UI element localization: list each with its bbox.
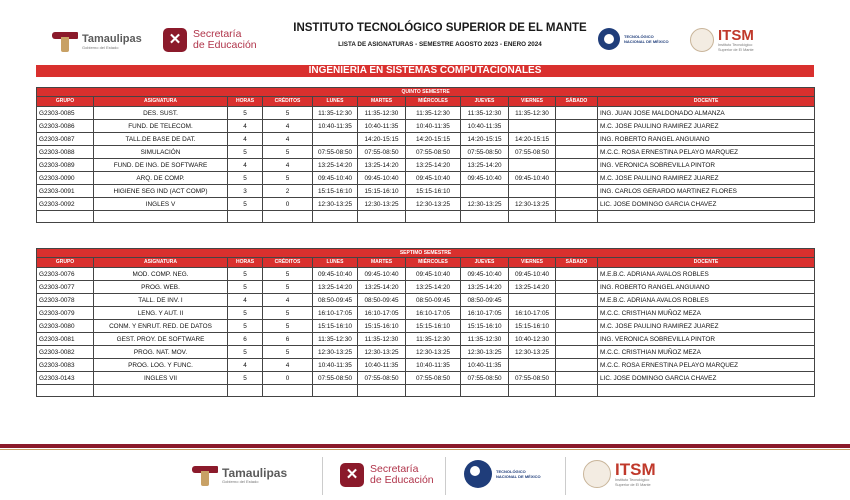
- credits-cell: 0: [263, 372, 313, 385]
- table-row: [37, 268, 815, 281]
- credits-cell: 0: [263, 198, 313, 211]
- column-header: ASIGNATURA: [94, 258, 228, 268]
- column-header: GRUPO: [37, 97, 94, 107]
- monday-cell: 09:45-10:40: [313, 172, 358, 185]
- saturday-cell: [556, 281, 598, 294]
- tamaulipas-logo-icon: [192, 464, 218, 486]
- itsm-name: ITSM: [718, 27, 754, 44]
- table-body: [37, 268, 815, 397]
- thursday-cell: 07:55-08:50: [461, 372, 509, 385]
- wednesday-cell: 08:50-09:45: [406, 294, 461, 307]
- column-header: VIERNES: [509, 258, 556, 268]
- teacher-cell: LIC. JOSE DOMINGO GARCIA CHAVEZ: [598, 372, 815, 385]
- itsm-logo: [583, 460, 656, 488]
- sep-logo-icon: ✕: [163, 28, 187, 52]
- teacher-cell: M.C.C. CRISTHIAN MUÑOZ MEZA: [598, 307, 815, 320]
- saturday-cell: [556, 294, 598, 307]
- subject-cell: FUND. DE ING. DE SOFTWARE: [94, 159, 228, 172]
- column-header: CRÉDITOS: [263, 258, 313, 268]
- group-cell: G2303-0092: [37, 198, 94, 211]
- subject-cell: GEST. PROY. DE SOFTWARE: [94, 333, 228, 346]
- subject-cell: SIMULACIÓN: [94, 146, 228, 159]
- sep-line1: Secretaría: [193, 28, 242, 40]
- thursday-cell: [461, 185, 509, 198]
- monday-cell: 07:55-08:50: [313, 372, 358, 385]
- monday-cell: 12:30-13:25: [313, 198, 358, 211]
- wednesday-cell: 11:35-12:30: [406, 107, 461, 120]
- saturday-cell: [556, 198, 598, 211]
- wednesday-cell: 13:25-14:20: [406, 159, 461, 172]
- column-header: MARTES: [358, 258, 406, 268]
- tecnm-line2: NACIONAL DE MÉXICO: [496, 474, 541, 479]
- saturday-cell: [556, 359, 598, 372]
- itsm-line2: Superior de El Mante: [615, 482, 651, 487]
- footer-divider: [0, 449, 850, 450]
- group-cell: G2303-0078: [37, 294, 94, 307]
- friday-cell: [509, 185, 556, 198]
- thursday-cell: 07:55-08:50: [461, 146, 509, 159]
- saturday-cell: [556, 372, 598, 385]
- column-header: VIERNES: [509, 97, 556, 107]
- hours-cell: 5: [228, 346, 263, 359]
- hours-cell: 4: [228, 120, 263, 133]
- wednesday-cell: 16:10-17:05: [406, 307, 461, 320]
- table-row: [37, 294, 815, 307]
- tuesday-cell: 12:30-13:25: [358, 346, 406, 359]
- column-header: MIÉRCOLES: [406, 258, 461, 268]
- column-header: SÁBADO: [556, 97, 598, 107]
- institution-title: INSTITUTO TECNOLÓGICO SUPERIOR DE EL MANTE: [293, 22, 587, 34]
- teacher-cell: ING. ROBERTO RANGEL ANGUIANO: [598, 281, 815, 294]
- tamaulipas-name: Tamaulipas: [222, 465, 288, 480]
- wednesday-cell: 09:45-10:40: [406, 268, 461, 281]
- thursday-cell: 13:25-14:20: [461, 281, 509, 294]
- column-header: HORAS: [228, 97, 263, 107]
- sep-logo: [163, 28, 257, 52]
- thursday-cell: 09:45-10:40: [461, 268, 509, 281]
- column-header: LUNES: [313, 258, 358, 268]
- friday-cell: 10:40-12:30: [509, 333, 556, 346]
- subject-cell: INGLES VII: [94, 372, 228, 385]
- table-row: [37, 320, 815, 333]
- table-body: [37, 107, 815, 223]
- monday-cell: 13:25-14:20: [313, 159, 358, 172]
- tuesday-cell: 11:35-12:30: [358, 107, 406, 120]
- sep-line2: de Educación: [193, 39, 257, 51]
- table-row: [37, 107, 815, 120]
- tuesday-cell: 07:55-08:50: [358, 372, 406, 385]
- saturday-cell: [556, 346, 598, 359]
- subjects-table: [36, 87, 815, 223]
- itsm-logo: [690, 28, 754, 52]
- tuesday-cell: 09:45-10:40: [358, 172, 406, 185]
- teacher-cell: M.E.B.C. ADRIANA AVALOS ROBLES: [598, 294, 815, 307]
- saturday-cell: [556, 307, 598, 320]
- subject-cell: HIGIENE SEG IND (ACT COMP): [94, 185, 228, 198]
- friday-cell: 16:10-17:05: [509, 307, 556, 320]
- group-cell: G2303-0090: [37, 172, 94, 185]
- teacher-cell: ING. CARLOS GERARDO MARTINEZ FLORES: [598, 185, 815, 198]
- thursday-cell: 10:40-11:35: [461, 120, 509, 133]
- friday-cell: 07:55-08:50: [509, 372, 556, 385]
- teacher-cell: M.C.C. ROSA ERNESTINA PELAYO MARQUEZ: [598, 146, 815, 159]
- thursday-cell: 14:20-15:15: [461, 133, 509, 146]
- credits-cell: 5: [263, 146, 313, 159]
- wednesday-cell: 09:45-10:40: [406, 172, 461, 185]
- table-row: [37, 281, 815, 294]
- group-cell: G2303-0087: [37, 133, 94, 146]
- thursday-cell: 12:30-13:25: [461, 346, 509, 359]
- friday-cell: 09:45-10:40: [509, 172, 556, 185]
- tuesday-cell: 16:10-17:05: [358, 307, 406, 320]
- column-header: SÁBADO: [556, 258, 598, 268]
- hours-cell: 5: [228, 107, 263, 120]
- sep-line2: de Educación: [370, 474, 434, 486]
- teacher-cell: M.E.B.C. ADRIANA AVALOS ROBLES: [598, 268, 815, 281]
- wednesday-cell: 13:25-14:20: [406, 281, 461, 294]
- saturday-cell: [556, 107, 598, 120]
- credits-cell: 5: [263, 346, 313, 359]
- tecnm-logo-icon: [464, 460, 492, 488]
- thursday-cell: 15:15-16:10: [461, 320, 509, 333]
- table-row: [37, 372, 815, 385]
- thursday-cell: 10:40-11:35: [461, 359, 509, 372]
- table-row: [37, 333, 815, 346]
- friday-cell: 07:55-08:50: [509, 146, 556, 159]
- thursday-cell: 11:35-12:30: [461, 107, 509, 120]
- column-header: MIÉRCOLES: [406, 97, 461, 107]
- group-cell: G2303-0079: [37, 307, 94, 320]
- credits-cell: 6: [263, 333, 313, 346]
- teacher-cell: LIC. JOSE DOMINGO GARCIA CHAVEZ: [598, 198, 815, 211]
- tecnm-line1: TECNOLÓGICO: [624, 34, 654, 39]
- group-cell: G2303-0077: [37, 281, 94, 294]
- semester-title: SEPTIMO SEMESTRE: [37, 249, 815, 258]
- subject-cell: PROG. LOG. Y FUNC.: [94, 359, 228, 372]
- subject-cell: TALL. DE INV. I: [94, 294, 228, 307]
- table-row: [37, 172, 815, 185]
- teacher-cell: M.C. JOSE PAULINO RAMIREZ JUAREZ: [598, 320, 815, 333]
- thursday-cell: 08:50-09:45: [461, 294, 509, 307]
- column-header: CRÉDITOS: [263, 97, 313, 107]
- credits-cell: 4: [263, 359, 313, 372]
- wednesday-cell: 12:30-13:25: [406, 198, 461, 211]
- footer-divider: [0, 444, 850, 448]
- group-cell: G2303-0080: [37, 320, 94, 333]
- thursday-cell: 09:45-10:40: [461, 172, 509, 185]
- tuesday-cell: 10:40-11:35: [358, 359, 406, 372]
- tecnm-logo-icon: [598, 28, 620, 50]
- group-cell: G2303-0082: [37, 346, 94, 359]
- monday-cell: 13:25-14:20: [313, 281, 358, 294]
- tamaulipas-logo-icon: [52, 30, 78, 52]
- subject-cell: TALL.DE BASE DE DAT.: [94, 133, 228, 146]
- subject-cell: LENG. Y AUT. II: [94, 307, 228, 320]
- subject-cell: FUND. DE TELECOM.: [94, 120, 228, 133]
- friday-cell: 13:25-14:20: [509, 281, 556, 294]
- credits-cell: 4: [263, 294, 313, 307]
- itsm-logo-icon: [690, 28, 714, 52]
- tuesday-cell: 07:55-08:50: [358, 146, 406, 159]
- hours-cell: 5: [228, 268, 263, 281]
- friday-cell: 11:35-12:30: [509, 107, 556, 120]
- tuesday-cell: 13:25-14:20: [358, 159, 406, 172]
- saturday-cell: [556, 185, 598, 198]
- monday-cell: 11:35-12:30: [313, 107, 358, 120]
- column-header: DOCENTE: [598, 258, 815, 268]
- itsm-line1: Instituto Tecnológico: [718, 43, 753, 47]
- teacher-cell: ING. JUAN JOSE MALDONADO ALMANZA: [598, 107, 815, 120]
- subject-cell: ARQ. DE COMP.: [94, 172, 228, 185]
- wednesday-cell: 15:15-16:10: [406, 185, 461, 198]
- hours-cell: 5: [228, 320, 263, 333]
- friday-cell: [509, 294, 556, 307]
- saturday-cell: [556, 172, 598, 185]
- teacher-cell: ING. ROBERTO RANGEL ANGUIANO: [598, 133, 815, 146]
- itsm-line1: Instituto Tecnológico: [615, 478, 650, 482]
- wednesday-cell: 07:55-08:50: [406, 146, 461, 159]
- hours-cell: 5: [228, 172, 263, 185]
- page-header: [0, 0, 850, 60]
- credits-cell: 5: [263, 307, 313, 320]
- group-cell: G2303-0076: [37, 268, 94, 281]
- tuesday-cell: 15:15-16:10: [358, 185, 406, 198]
- wednesday-cell: 15:15-16:10: [406, 320, 461, 333]
- saturday-cell: [556, 133, 598, 146]
- career-title: INGENIERÍA EN SISTEMAS COMPUTACIONALES: [36, 65, 814, 77]
- hours-cell: 4: [228, 294, 263, 307]
- tuesday-cell: 12:30-13:25: [358, 198, 406, 211]
- subject-cell: DES. SUST.: [94, 107, 228, 120]
- tecnm-logo: [464, 460, 541, 488]
- tamaulipas-name: Tamaulipas: [82, 32, 142, 45]
- monday-cell: 07:55-08:50: [313, 146, 358, 159]
- sep-logo-icon: ✕: [340, 463, 364, 487]
- tuesday-cell: 15:15-16:10: [358, 320, 406, 333]
- thursday-cell: 16:10-17:05: [461, 307, 509, 320]
- hours-cell: 5: [228, 372, 263, 385]
- friday-cell: [509, 120, 556, 133]
- saturday-cell: [556, 159, 598, 172]
- teacher-cell: M.C.C. CRISTHIAN MUÑOZ MEZA: [598, 346, 815, 359]
- friday-cell: [509, 159, 556, 172]
- subjects-table: [36, 248, 815, 397]
- table-row: [37, 359, 815, 372]
- table-row: [37, 346, 815, 359]
- column-header: HORAS: [228, 258, 263, 268]
- column-header: DOCENTE: [598, 97, 815, 107]
- monday-cell: 08:50-09:45: [313, 294, 358, 307]
- wednesday-cell: 14:20-15:15: [406, 133, 461, 146]
- group-cell: G2303-0088: [37, 146, 94, 159]
- table-row: [37, 307, 815, 320]
- teacher-cell: M.C.C. ROSA ERNESTINA PELAYO MARQUEZ: [598, 359, 815, 372]
- tamaulipas-sub: Gobierno del Estado: [222, 478, 259, 484]
- column-header: MARTES: [358, 97, 406, 107]
- semester-section: [36, 248, 814, 397]
- hours-cell: 4: [228, 159, 263, 172]
- tuesday-cell: 10:40-11:35: [358, 120, 406, 133]
- column-header: GRUPO: [37, 258, 94, 268]
- saturday-cell: [556, 120, 598, 133]
- table-row: [37, 185, 815, 198]
- empty-row: [37, 385, 815, 397]
- wednesday-cell: 11:35-12:30: [406, 333, 461, 346]
- group-cell: G2303-0085: [37, 107, 94, 120]
- tecnm-logo: [598, 28, 669, 50]
- subject-cell: PROG. WEB.: [94, 281, 228, 294]
- subject-cell: MOD. COMP. NEG.: [94, 268, 228, 281]
- tuesday-cell: 14:20-15:15: [358, 133, 406, 146]
- saturday-cell: [556, 268, 598, 281]
- friday-cell: 12:30-13:25: [509, 198, 556, 211]
- document-title-block: [280, 22, 600, 48]
- tamaulipas-logo: [52, 30, 142, 52]
- friday-cell: 15:15-16:10: [509, 320, 556, 333]
- table-row: [37, 133, 815, 146]
- teacher-cell: ING. VERONICA SOBREVILLA PINTOR: [598, 159, 815, 172]
- itsm-line2: Superior de El Mante: [718, 47, 754, 52]
- teacher-cell: M.C. JOSE PAULINO RAMIREZ JUAREZ: [598, 120, 815, 133]
- group-cell: G2303-0081: [37, 333, 94, 346]
- monday-cell: 09:45-10:40: [313, 268, 358, 281]
- group-cell: G2303-0143: [37, 372, 94, 385]
- tuesday-cell: 09:45-10:40: [358, 268, 406, 281]
- monday-cell: 15:15-16:10: [313, 320, 358, 333]
- monday-cell: 10:40-11:35: [313, 359, 358, 372]
- monday-cell: 11:35-12:30: [313, 333, 358, 346]
- thursday-cell: 12:30-13:25: [461, 198, 509, 211]
- wednesday-cell: 12:30-13:25: [406, 346, 461, 359]
- credits-cell: 2: [263, 185, 313, 198]
- saturday-cell: [556, 146, 598, 159]
- monday-cell: 10:40-11:35: [313, 120, 358, 133]
- hours-cell: 5: [228, 307, 263, 320]
- credits-cell: 5: [263, 172, 313, 185]
- tuesday-cell: 11:35-12:30: [358, 333, 406, 346]
- wednesday-cell: 10:40-11:35: [406, 120, 461, 133]
- hours-cell: 5: [228, 146, 263, 159]
- monday-cell: 15:15-16:10: [313, 185, 358, 198]
- tuesday-cell: 13:25-14:20: [358, 281, 406, 294]
- semester-section: [36, 87, 814, 223]
- table-row: [37, 198, 815, 211]
- credits-cell: 5: [263, 107, 313, 120]
- group-cell: G2303-0091: [37, 185, 94, 198]
- itsm-logo-icon: [583, 460, 611, 488]
- hours-cell: 5: [228, 281, 263, 294]
- teacher-cell: M.C. JOSE PAULINO RAMIREZ JUAREZ: [598, 172, 815, 185]
- semester-title: QUINTO SEMESTRE: [37, 88, 815, 97]
- saturday-cell: [556, 320, 598, 333]
- subject-cell: CONM. Y ENRUT. RED. DE DATOS: [94, 320, 228, 333]
- sep-line1: Secretaría: [370, 463, 419, 475]
- empty-row: [37, 211, 815, 223]
- wednesday-cell: 10:40-11:35: [406, 359, 461, 372]
- table-row: [37, 120, 815, 133]
- subject-cell: INGLES V: [94, 198, 228, 211]
- tamaulipas-logo: [192, 464, 287, 486]
- hours-cell: 4: [228, 359, 263, 372]
- friday-cell: 12:30-13:25: [509, 346, 556, 359]
- monday-cell: [313, 133, 358, 146]
- tamaulipas-sub: Gobierno del Estado: [82, 44, 119, 50]
- monday-cell: 12:30-13:25: [313, 346, 358, 359]
- page-footer: [0, 452, 850, 500]
- column-header: ASIGNATURA: [94, 97, 228, 107]
- group-cell: G2303-0089: [37, 159, 94, 172]
- credits-cell: 5: [263, 281, 313, 294]
- table-row: [37, 146, 815, 159]
- column-header: LUNES: [313, 97, 358, 107]
- column-header: JUEVES: [461, 258, 509, 268]
- wednesday-cell: 07:55-08:50: [406, 372, 461, 385]
- hours-cell: 3: [228, 185, 263, 198]
- tecnm-line1: TECNOLÓGICO: [496, 469, 526, 474]
- itsm-name: ITSM: [615, 460, 656, 479]
- teacher-cell: ING. VERONICA SOBREVILLA PINTOR: [598, 333, 815, 346]
- credits-cell: 5: [263, 268, 313, 281]
- group-cell: G2303-0083: [37, 359, 94, 372]
- document-subtitle: LISTA DE ASIGNATURAS - SEMESTRE AGOSTO 2023 - ENERO 2024: [338, 41, 542, 48]
- credits-cell: 4: [263, 120, 313, 133]
- friday-cell: [509, 359, 556, 372]
- credits-cell: 4: [263, 133, 313, 146]
- credits-cell: 5: [263, 320, 313, 333]
- friday-cell: 14:20-15:15: [509, 133, 556, 146]
- hours-cell: 4: [228, 133, 263, 146]
- hours-cell: 6: [228, 333, 263, 346]
- group-cell: G2303-0086: [37, 120, 94, 133]
- monday-cell: 16:10-17:05: [313, 307, 358, 320]
- tuesday-cell: 08:50-09:45: [358, 294, 406, 307]
- table-row: [37, 159, 815, 172]
- hours-cell: 5: [228, 198, 263, 211]
- thursday-cell: 13:25-14:20: [461, 159, 509, 172]
- thursday-cell: 11:35-12:30: [461, 333, 509, 346]
- tecnm-line2: NACIONAL DE MÉXICO: [624, 39, 669, 44]
- saturday-cell: [556, 333, 598, 346]
- subject-cell: PROG. NAT. MOV.: [94, 346, 228, 359]
- sep-logo: [340, 463, 434, 487]
- friday-cell: 09:45-10:40: [509, 268, 556, 281]
- credits-cell: 4: [263, 159, 313, 172]
- column-header: JUEVES: [461, 97, 509, 107]
